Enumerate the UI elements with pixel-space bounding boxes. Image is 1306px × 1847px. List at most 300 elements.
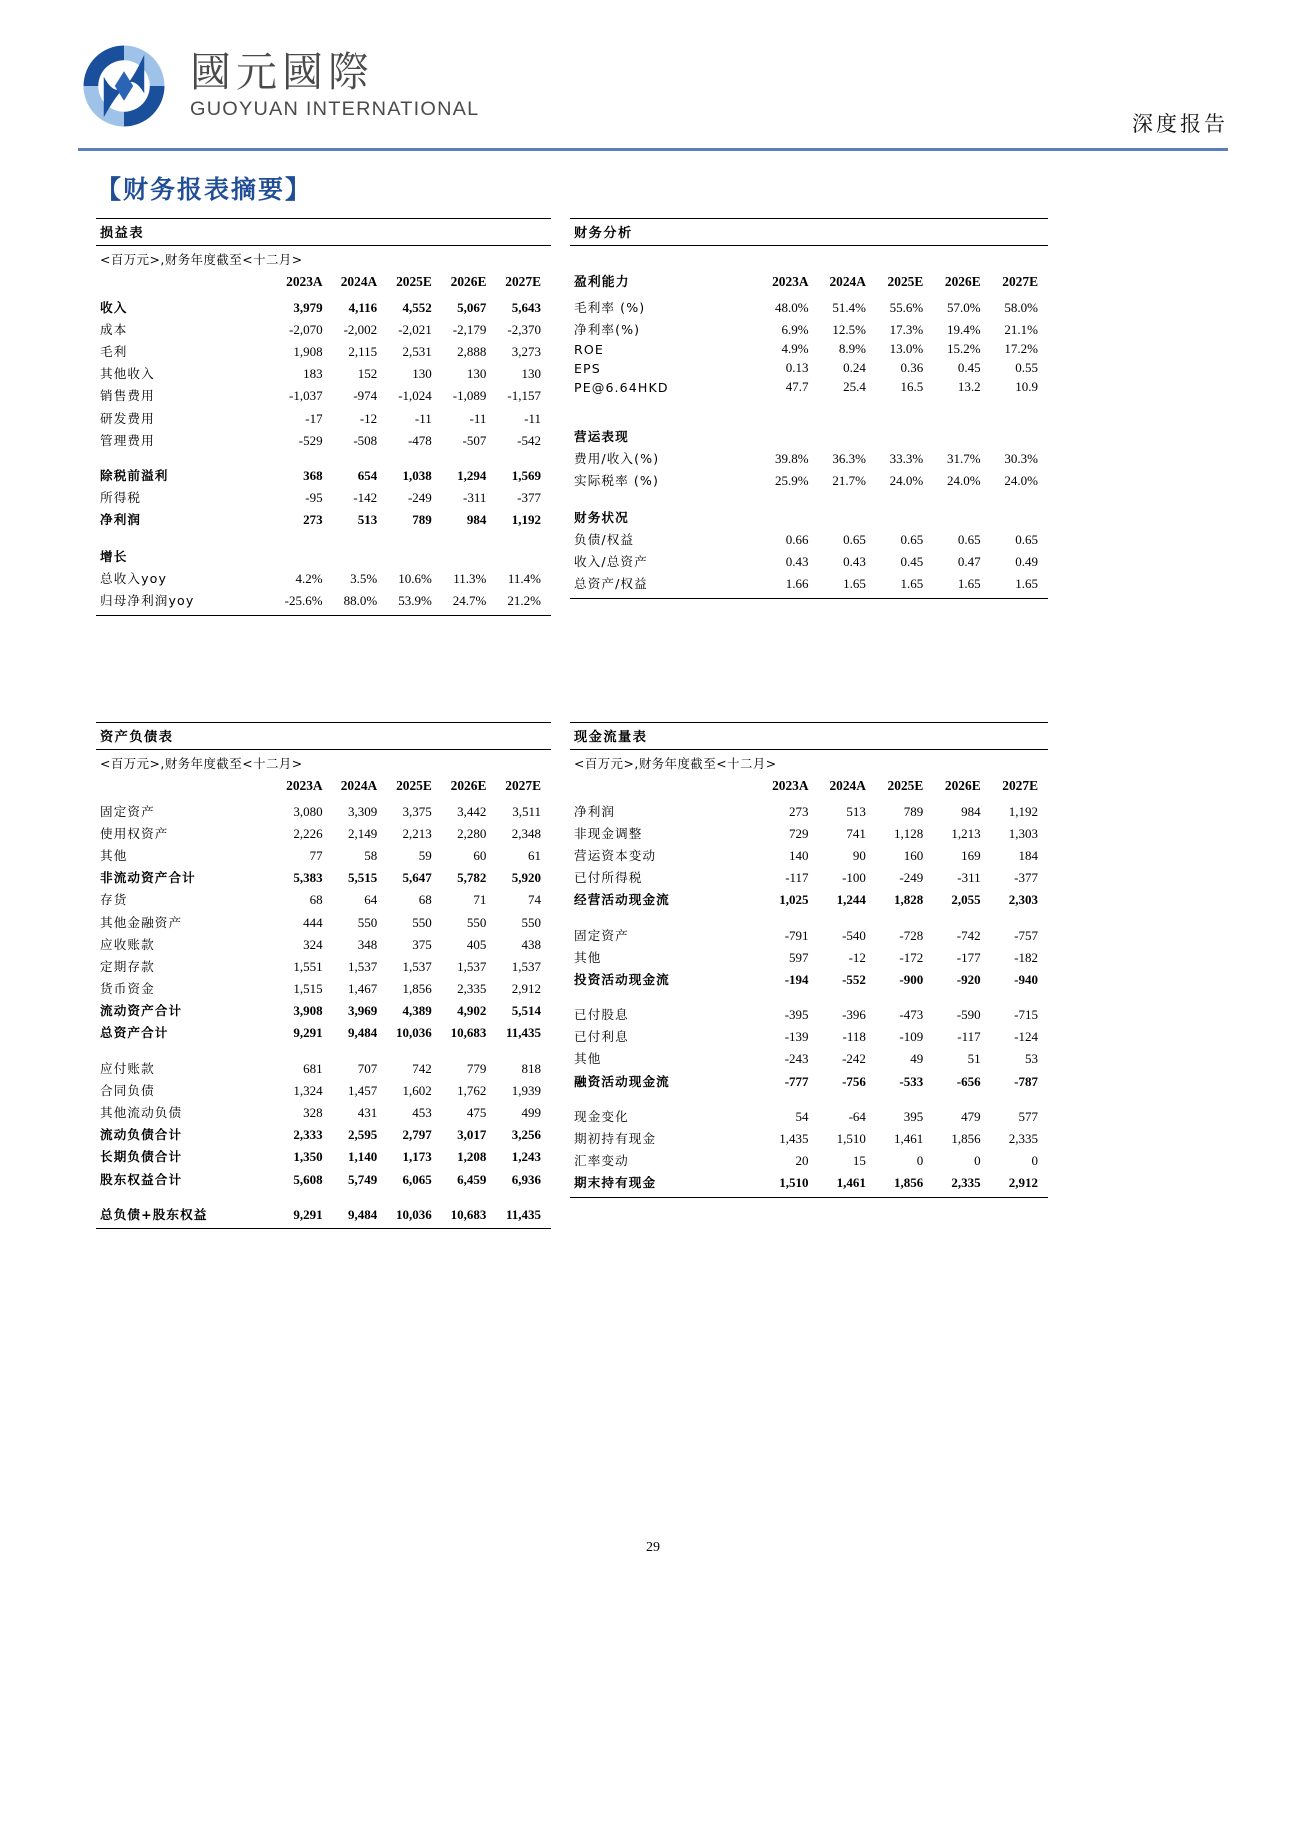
cell-value: 24.0% <box>889 473 924 489</box>
cell-value <box>991 423 1048 447</box>
row-label: 管理费用 <box>100 432 155 448</box>
cell-value: 1,467 <box>347 981 378 997</box>
row-label: 流动负债合计 <box>100 1127 183 1143</box>
cell-value: -377 <box>517 490 541 506</box>
cell-value: 53 <box>1025 1051 1038 1067</box>
table-row <box>570 504 1048 528</box>
row-label: 存货 <box>100 892 128 908</box>
row-label: 汇率变动 <box>574 1153 629 1169</box>
spacer-cell <box>570 910 1048 923</box>
cell-value: -12 <box>848 949 866 965</box>
cell-value <box>933 423 990 447</box>
row-label: 使用权资产 <box>100 825 169 841</box>
cell-value: -64 <box>848 1108 866 1124</box>
table-row <box>96 866 551 888</box>
cell-value: 5,782 <box>457 870 487 886</box>
cell-value: 1,537 <box>511 958 541 974</box>
cell-value: 375 <box>412 936 432 952</box>
cell-value: 3,017 <box>457 1127 487 1143</box>
cell-value: -2,179 <box>452 321 487 337</box>
cell-value: 818 <box>521 1060 541 1076</box>
cell-value: 3,442 <box>457 803 487 819</box>
table-spacer-row <box>96 530 551 543</box>
table-row <box>570 1025 1048 1047</box>
cell-value: -715 <box>1014 1007 1038 1023</box>
cell-value: 741 <box>846 825 866 841</box>
cell-value: 729 <box>789 825 809 841</box>
cell-value: 1,243 <box>511 1149 541 1165</box>
table-row <box>570 447 1048 469</box>
cell-value: 60 <box>473 847 487 863</box>
cell-value: -757 <box>1014 927 1038 943</box>
balance-sheet-body <box>96 773 551 1224</box>
cell-value: 789 <box>903 803 924 819</box>
cell-value: -139 <box>784 1029 809 1045</box>
row-label: 投资活动现金流 <box>574 971 670 987</box>
cell-value: 2025E <box>887 274 924 289</box>
row-label: 现金变化 <box>574 1108 629 1124</box>
table-row <box>96 317 551 339</box>
column-header-2023A: 2023A <box>772 778 809 793</box>
cell-value: 1,435 <box>779 1131 809 1147</box>
cell-value: -11 <box>469 410 487 426</box>
cell-value: -396 <box>842 1007 866 1023</box>
cell-value: 0.45 <box>900 554 924 570</box>
cell-value: 5,514 <box>511 1003 541 1019</box>
column-header-2025E: 2025E <box>396 778 432 793</box>
cell-value: 6,065 <box>402 1171 432 1187</box>
cell-value: 5,920 <box>511 870 541 886</box>
row-label: 非现金调整 <box>574 825 643 841</box>
cell-value: 0.45 <box>957 360 981 376</box>
cell-value: -787 <box>1014 1073 1038 1089</box>
cell-value: 48.0% <box>774 299 809 315</box>
cell-value: 3,908 <box>293 1003 323 1019</box>
row-label: PE@6.64HKD <box>574 380 669 396</box>
row-label: 总资产/权益 <box>574 576 648 592</box>
table-row <box>570 317 1048 339</box>
cell-value: 681 <box>303 1060 323 1076</box>
cell-value: 54 <box>795 1108 809 1124</box>
cash-flow-block <box>570 722 1048 1198</box>
financial-analysis-table <box>570 266 1048 594</box>
cell-value: 3,080 <box>293 803 323 819</box>
row-label: 所得税 <box>100 490 142 506</box>
cell-value: 1,461 <box>894 1131 924 1147</box>
income-statement-title: 损益表 <box>96 218 551 246</box>
row-label: 增长 <box>100 548 128 564</box>
cell-value: 10.6% <box>398 571 432 587</box>
cell-value: -2,021 <box>398 321 432 337</box>
cell-value: 444 <box>303 914 323 930</box>
table-row <box>570 1149 1048 1171</box>
cell-value: 17.2% <box>1004 340 1038 356</box>
cell-value: 57.0% <box>947 299 981 315</box>
row-label: 应付账款 <box>100 1060 155 1076</box>
cell-value: 328 <box>303 1105 323 1121</box>
cell-value: 53.9% <box>398 593 432 609</box>
table-spacer-row <box>570 990 1048 1003</box>
column-header-2024A: 2024A <box>340 778 378 793</box>
cell-value: 10.9 <box>1015 379 1038 395</box>
cell-value: -249 <box>899 870 924 886</box>
cell-value: 6.9% <box>781 321 809 337</box>
cell-value: -900 <box>899 971 924 987</box>
table-row <box>96 1202 551 1224</box>
table-row <box>96 843 551 865</box>
row-label: 期初持有现金 <box>574 1131 657 1147</box>
cell-value: 152 <box>357 366 378 382</box>
table-row <box>570 945 1048 967</box>
cell-value: 3,979 <box>293 299 323 315</box>
cell-value: 1,192 <box>511 512 541 528</box>
row-label: 其他流动负债 <box>100 1105 183 1121</box>
cell-value: 789 <box>412 512 432 528</box>
cell-value: 0 <box>1031 1153 1038 1169</box>
row-label: 除税前溢利 <box>100 467 169 483</box>
row-label: 成本 <box>100 321 128 337</box>
row-label: 费用/收入(%) <box>574 451 660 467</box>
cell-value: 130 <box>521 366 541 382</box>
cell-value: 1,140 <box>347 1149 378 1165</box>
cash-flow-table <box>570 773 1048 1193</box>
logo-svg <box>78 40 170 132</box>
cell-value: 1,213 <box>951 825 981 841</box>
cell-value: 2,335 <box>951 1175 981 1191</box>
cell-value: 2,213 <box>402 825 432 841</box>
cell-value: 2,335 <box>457 981 487 997</box>
cell-value: 2,912 <box>1008 1175 1038 1191</box>
cell-value: 9,484 <box>347 1206 378 1222</box>
column-header-label <box>96 773 278 799</box>
cell-value: -249 <box>407 490 432 506</box>
table-row <box>96 1078 551 1100</box>
cell-value: 1,173 <box>402 1149 432 1165</box>
row-label: 收入 <box>100 299 128 315</box>
table-row <box>570 866 1048 888</box>
cell-value: 513 <box>846 803 866 819</box>
page-number: 29 <box>646 1540 660 1555</box>
cell-value: 51 <box>967 1051 981 1067</box>
table-header-row <box>96 773 551 799</box>
row-label: 应收账款 <box>100 936 155 952</box>
cell-value <box>819 504 876 528</box>
cell-value <box>761 423 818 447</box>
row-label: 销售费用 <box>100 388 155 404</box>
cell-value: 1,025 <box>779 892 809 908</box>
cell-value: -656 <box>956 1073 981 1089</box>
cell-value: 475 <box>466 1105 487 1121</box>
cell-value: -395 <box>784 1007 809 1023</box>
table-row <box>570 821 1048 843</box>
logo-english-name: GUOYUAN INTERNATIONAL <box>190 97 480 120</box>
cell-value: 2,055 <box>951 892 981 908</box>
table-row <box>96 1123 551 1145</box>
spacer-cell <box>570 410 1048 423</box>
cell-value: -17 <box>305 410 323 426</box>
table-row <box>96 799 551 821</box>
table-header-row <box>570 773 1048 799</box>
spacer-cell <box>570 990 1048 1003</box>
header-divider <box>78 148 1228 151</box>
cell-value: 3,375 <box>402 803 432 819</box>
cell-value: 1,569 <box>511 467 541 483</box>
row-label: 货币资金 <box>100 981 155 997</box>
row-label: 已付所得税 <box>574 870 643 886</box>
table-row <box>570 469 1048 491</box>
cell-value: 24.0% <box>947 473 981 489</box>
cell-value: -920 <box>956 971 981 987</box>
row-label: 净利润 <box>100 512 142 528</box>
cell-value: -742 <box>956 927 981 943</box>
cell-value: 4,552 <box>402 299 432 315</box>
cell-value <box>876 504 933 528</box>
cell-value: 2,115 <box>348 343 378 359</box>
cell-value: 21.7% <box>832 473 866 489</box>
cell-value: 13.2 <box>957 379 981 395</box>
cell-value <box>819 423 876 447</box>
cell-value: 59 <box>418 847 432 863</box>
cell-value: -1,157 <box>507 388 541 404</box>
cell-value: 3,309 <box>347 803 378 819</box>
cell-value: 1,537 <box>347 958 378 974</box>
cell-value: 2,348 <box>511 825 541 841</box>
cell-value: 1,324 <box>293 1082 323 1098</box>
cell-value: -11 <box>524 410 541 426</box>
cell-value: 2024A <box>829 274 866 289</box>
cell-value: 2,797 <box>402 1127 432 1143</box>
cell-value: 2,912 <box>511 981 541 997</box>
cell-value: -473 <box>899 1007 924 1023</box>
table-row <box>96 486 551 508</box>
cell-value: 1,303 <box>1008 825 1038 841</box>
cell-value: 707 <box>357 1060 378 1076</box>
table-spacer-row <box>96 1043 551 1056</box>
cash-flow-bottom-rule <box>570 1197 1048 1198</box>
cell-value: -11 <box>414 410 432 426</box>
row-label: 其他 <box>574 1051 602 1067</box>
balance-sheet-unit: <百万元>,财务年度截至<十二月> <box>100 756 303 771</box>
cell-value: -974 <box>353 388 378 404</box>
financial-analysis-bottom-rule <box>570 598 1048 599</box>
spacer-cell <box>570 1091 1048 1104</box>
table-row <box>570 843 1048 865</box>
cell-value: -542 <box>517 432 541 448</box>
cell-value: 0.36 <box>900 360 924 376</box>
row-label: 股东权益合计 <box>100 1171 183 1187</box>
cell-value: 25.4 <box>843 379 866 395</box>
cell-value: 0.47 <box>957 554 981 570</box>
table-row <box>96 910 551 932</box>
table-row <box>96 566 551 588</box>
table-spacer-row <box>96 1189 551 1202</box>
cell-value: 58.0% <box>1004 299 1038 315</box>
cell-value: 550 <box>412 914 432 930</box>
table-row <box>570 359 1048 378</box>
column-header-2023A: 2023A <box>286 778 323 793</box>
cell-value: 1,602 <box>402 1082 432 1098</box>
cell-value: 21.2% <box>507 593 541 609</box>
income-statement-block <box>96 218 551 616</box>
row-label: 营运资本变动 <box>574 847 657 863</box>
cell-value: 11.3% <box>453 571 487 587</box>
cell-value: 1,537 <box>457 958 487 974</box>
cell-value: -540 <box>842 927 866 943</box>
cell-value: -242 <box>842 1051 866 1067</box>
cell-value: 1,457 <box>347 1082 378 1098</box>
column-header-2027E: 2027E <box>505 778 541 793</box>
table-row <box>570 1126 1048 1148</box>
cell-value: 1,908 <box>293 343 323 359</box>
cell-value: -1,024 <box>398 388 432 404</box>
cell-value: 10,036 <box>396 1025 432 1041</box>
cell-value: 0.43 <box>785 554 809 570</box>
cell-value: 6,459 <box>457 1171 487 1187</box>
column-header-2025E: 2025E <box>887 778 924 793</box>
cell-value: 0.49 <box>1015 554 1038 570</box>
cell-value: 61 <box>528 847 541 863</box>
cell-value: 0.13 <box>785 360 809 376</box>
cell-value: 550 <box>357 914 378 930</box>
row-label: 其他收入 <box>100 366 155 382</box>
cell-value: 513 <box>357 512 378 528</box>
cell-value: -12 <box>359 410 378 426</box>
cell-value: -194 <box>784 971 809 987</box>
spacer-cell <box>570 397 1048 410</box>
cell-value: 4.2% <box>295 571 323 587</box>
table-row <box>96 888 551 910</box>
cell-value: -2,370 <box>507 321 541 337</box>
cell-value: 0.43 <box>843 554 866 570</box>
row-label: 固定资产 <box>574 927 629 943</box>
cell-value: 1,038 <box>402 467 432 483</box>
cell-value: -507 <box>462 432 487 448</box>
cell-value: 1,551 <box>293 958 323 974</box>
cell-value: 1.65 <box>957 576 981 592</box>
cell-value: 654 <box>357 467 378 483</box>
cell-value <box>991 504 1048 528</box>
cell-value: 1,515 <box>293 981 323 997</box>
cell-value: 9,291 <box>293 1206 323 1222</box>
cell-value: 2,595 <box>347 1127 378 1143</box>
cell-value: 1,762 <box>457 1082 487 1098</box>
income-statement-body <box>96 269 551 611</box>
spacer-cell <box>96 1043 551 1056</box>
row-label: 总负债+股东权益 <box>100 1206 208 1222</box>
cell-value: 368 <box>303 467 323 483</box>
table-row <box>96 463 551 485</box>
row-label: 已付利息 <box>574 1029 629 1045</box>
table-row <box>570 266 1048 295</box>
row-label: 毛利率 (%) <box>574 299 646 315</box>
table-row <box>96 339 551 361</box>
table-row <box>96 1145 551 1167</box>
table-row <box>570 1003 1048 1025</box>
cell-value: 405 <box>466 936 487 952</box>
table-spacer-row <box>570 910 1048 923</box>
cell-value: 1,537 <box>402 958 432 974</box>
cell-value: 1,939 <box>511 1082 541 1098</box>
cell-value: 1,192 <box>1008 803 1038 819</box>
cell-value: -728 <box>899 927 924 943</box>
cell-value: 21.1% <box>1004 321 1038 337</box>
cell-value: 47.7 <box>785 379 809 395</box>
cell-value: 273 <box>303 512 323 528</box>
cell-value: -756 <box>842 1073 866 1089</box>
column-header-2027E: 2027E <box>505 274 541 289</box>
income-statement-unit: <百万元>,财务年度截至<十二月> <box>100 252 303 267</box>
cell-value: 4,116 <box>348 299 378 315</box>
cell-value: 1,350 <box>293 1149 323 1165</box>
guoyuan-logo-icon <box>78 40 170 132</box>
table-row <box>96 428 551 450</box>
table-row <box>570 888 1048 910</box>
cell-value: 9,291 <box>293 1025 323 1041</box>
table-spacer-row <box>570 410 1048 423</box>
cell-value: 68 <box>309 892 323 908</box>
cash-flow-title: 现金流量表 <box>570 722 1048 750</box>
cell-value: -1,037 <box>289 388 323 404</box>
cell-value: 0.65 <box>900 532 924 548</box>
report-type-label: 深度报告 <box>1132 112 1228 136</box>
row-label: 盈利能力 <box>574 275 630 290</box>
cell-value: -117 <box>785 870 809 886</box>
table-row <box>570 550 1048 572</box>
table-spacer-row <box>570 491 1048 504</box>
cell-value <box>933 504 990 528</box>
column-header-2024A: 2024A <box>829 778 866 793</box>
cell-value: 1,510 <box>836 1131 866 1147</box>
cell-value: -529 <box>298 432 323 448</box>
cell-value: -533 <box>899 1073 924 1089</box>
table-row <box>570 1047 1048 1069</box>
cell-value: 984 <box>466 512 487 528</box>
cell-value: 2,303 <box>1008 892 1038 908</box>
table-row <box>570 295 1048 317</box>
table-row <box>96 1056 551 1078</box>
cell-value: 3,256 <box>511 1127 541 1143</box>
row-label: 其他 <box>100 847 128 863</box>
cell-value: 2,226 <box>293 825 323 841</box>
table-row <box>570 339 1048 358</box>
cell-value: 0.66 <box>785 532 809 548</box>
cell-value: -109 <box>899 1029 924 1045</box>
cash-flow-body <box>570 773 1048 1193</box>
row-label: 已付股息 <box>574 1007 629 1023</box>
cell-value: 3,511 <box>512 803 541 819</box>
cell-value: 4.9% <box>781 340 809 356</box>
cell-value <box>387 543 442 567</box>
cell-value: 395 <box>903 1108 924 1124</box>
table-row <box>96 362 551 384</box>
balance-sheet-table <box>96 773 551 1224</box>
cell-value: 5,608 <box>293 1171 323 1187</box>
cell-value: -117 <box>957 1029 981 1045</box>
cell-value: 5,515 <box>347 870 378 886</box>
cell-value: 1,856 <box>951 1131 981 1147</box>
cell-value: 1.65 <box>1015 576 1038 592</box>
cell-value: 25.9% <box>774 473 809 489</box>
cell-value: 577 <box>1018 1108 1038 1124</box>
cell-value: -552 <box>842 971 866 987</box>
column-header-label <box>96 269 278 295</box>
column-header-2026E: 2026E <box>944 778 981 793</box>
cell-value: -25.6% <box>284 593 323 609</box>
column-header-2023A: 2023A <box>286 274 323 289</box>
cell-value: 90 <box>852 847 866 863</box>
cell-value: 24.7% <box>452 593 487 609</box>
table-row <box>96 508 551 530</box>
